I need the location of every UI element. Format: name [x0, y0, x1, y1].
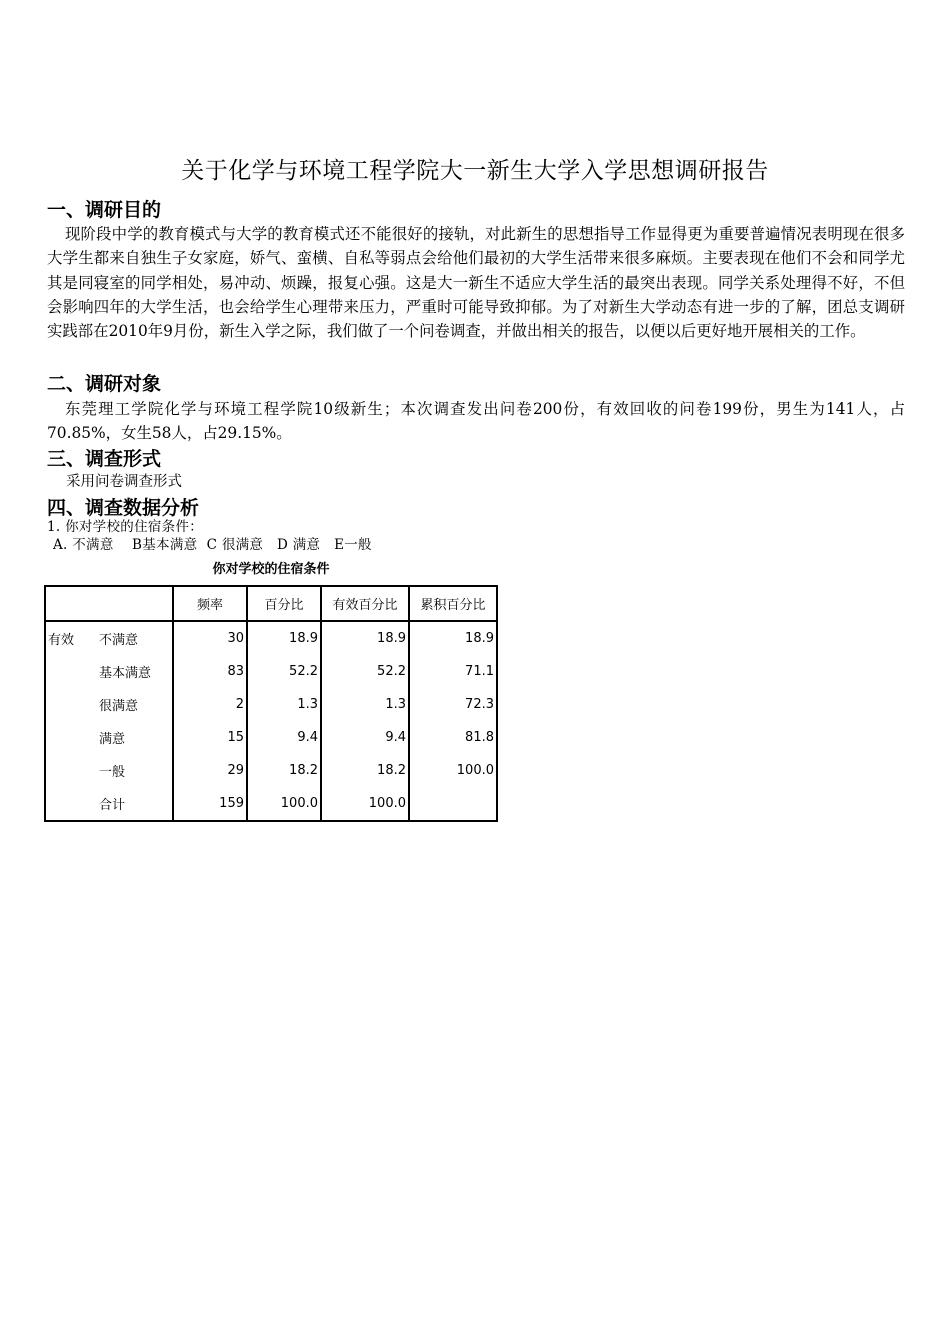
cell-percent: 18.2	[247, 754, 321, 787]
cell-percent: 100.0	[247, 787, 321, 821]
row-label: 一般	[99, 765, 126, 780]
cell-frequency: 2	[173, 688, 247, 721]
report-title: 关于化学与环境工程学院大一新生大学入学思想调研报告	[181, 158, 769, 184]
table-row	[45, 688, 497, 721]
row-label: 很满意	[99, 699, 139, 714]
section-body-subjects: 东莞理工学院化学与环境工程学院10级新生；本次调查发出问卷200份，有效回收的问卷199份，男生为141人，占70.85%，女生58人，占29.15%。	[47, 400, 905, 443]
table-row-total	[45, 787, 497, 821]
cell-cumulative-percent: 100.0	[409, 754, 497, 787]
header-valid-percent: 有效百分比	[321, 586, 409, 621]
row-label: 合计	[99, 798, 126, 813]
section-heading-purpose: 一、调研目的	[47, 199, 162, 221]
cell-frequency: 29	[173, 754, 247, 787]
cell-frequency: 83	[173, 655, 247, 688]
cell-valid-percent: 1.3	[321, 688, 409, 721]
cell-frequency: 30	[173, 621, 247, 655]
section-heading-method: 三、调查形式	[47, 448, 162, 470]
question-1-text: 1. 你对学校的住宿条件：	[47, 519, 204, 535]
section-heading-analysis: 四、调查数据分析	[47, 497, 200, 519]
question-1-options: A. 不满意 B基本满意 C 很满意 D 满意 E一般	[53, 537, 372, 553]
cell-percent: 18.9	[247, 621, 321, 655]
cell-cumulative-percent: 18.9	[409, 621, 497, 655]
cell-valid-percent: 9.4	[321, 721, 409, 754]
cell-cumulative-percent: 72.3	[409, 688, 497, 721]
cell-cumulative-percent: 81.8	[409, 721, 497, 754]
cell-cumulative-percent: 71.1	[409, 655, 497, 688]
cell-cumulative-percent	[409, 787, 497, 821]
cell-valid-percent: 18.2	[321, 754, 409, 787]
group-label: 有效	[48, 633, 75, 648]
cell-percent: 9.4	[247, 721, 321, 754]
header-frequency: 频率	[173, 586, 247, 621]
section-heading-subjects: 二、调研对象	[47, 373, 162, 395]
header-percent: 百分比	[247, 586, 321, 621]
header-cumulative-percent: 累积百分比	[409, 586, 497, 621]
table-row	[45, 721, 497, 754]
table-row	[45, 621, 497, 655]
table-row	[45, 655, 497, 688]
row-label: 满意	[99, 732, 126, 747]
cell-frequency: 15	[173, 721, 247, 754]
cell-percent: 52.2	[247, 655, 321, 688]
section-body-method: 采用问卷调查形式	[66, 474, 182, 490]
frequency-table	[44, 585, 498, 822]
header-blank-cell	[45, 586, 173, 621]
cell-valid-percent: 52.2	[321, 655, 409, 688]
table-header-row	[45, 586, 497, 621]
cell-frequency: 159	[173, 787, 247, 821]
cell-valid-percent: 100.0	[321, 787, 409, 821]
section-body-purpose: 现阶段中学的教育模式与大学的教育模式还不能很好的接轨，对此新生的思想指导工作显得更为重要普遍情况表明现在很多大学生都来自独生子女家庭，娇气、蛮横、自私等弱点会给他们最初的大学生活带来很多麻烦。主要表现在他们不会和同学尤其是同寝室的同学相处，易冲动、烦躁，报复心强。这是大一新生不适应大学生活的最突出表现。同学关系处理得不好，不但会影响四年的大学生活，也会给学生心理带来压力，严重时可能导致抑郁。为了对新生大学动态有进一步的了解，团总支调研实践部在2010年9月份，新生入学之际，我们做了一个问卷调查，并做出相关的报告，以便以后更好地开展相关的工作。	[47, 225, 905, 341]
table-row	[45, 754, 497, 787]
row-label: 不满意	[99, 633, 139, 648]
row-label: 基本满意	[99, 666, 152, 681]
table-caption: 你对学校的住宿条件	[212, 562, 330, 577]
cell-valid-percent: 18.9	[321, 621, 409, 655]
cell-percent: 1.3	[247, 688, 321, 721]
